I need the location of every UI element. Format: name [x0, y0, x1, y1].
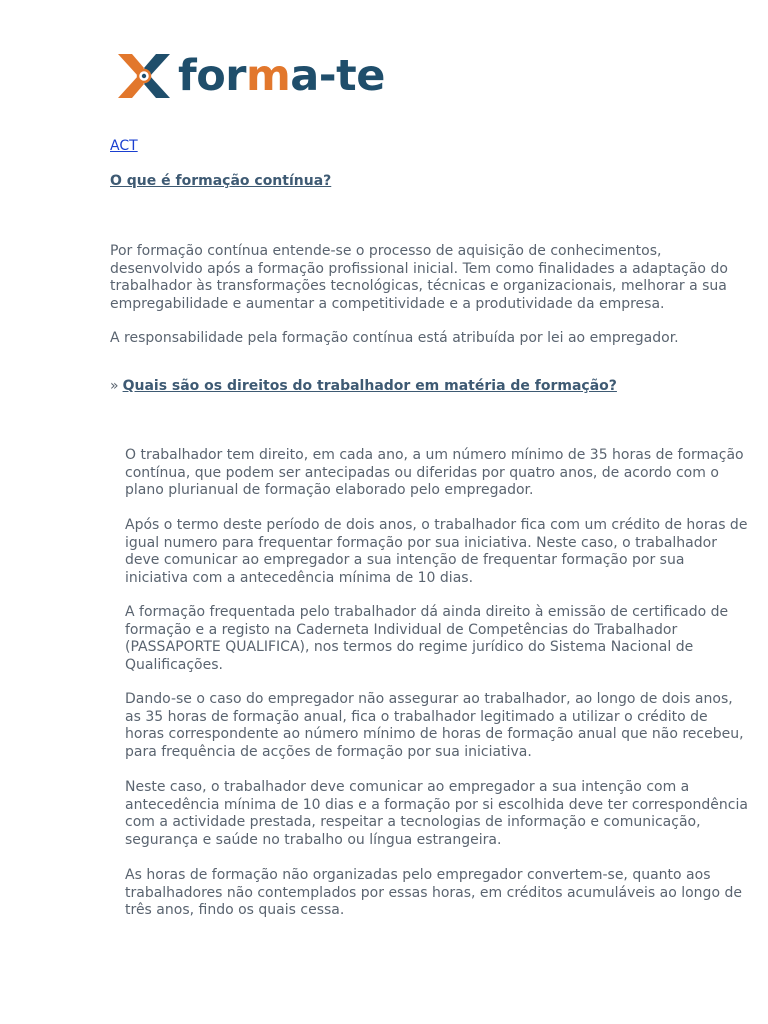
responsibility-paragraph: A responsabilidade pela formação contínua está atribuída por lei ao empregador. — [110, 330, 679, 346]
rights-paragraph: Neste caso, o trabalhador deve comunicar ao empregador a sua intenção com a antecedência mínima de 10 dias e a formação por si escolhida deve ter correspondência com a actividade prestada, respeitar a tecnologias de informação e comunicação, segurança e saúde no trabalho ou língua estrangeira. — [125, 779, 748, 848]
forma-te-logo — [112, 46, 385, 106]
section-heading-rights — [110, 377, 617, 395]
bullet-raquo: » — [110, 378, 119, 394]
rights-paragraph: Dando-se o caso do empregador não assegurar ao trabalhador, ao longo de dois anos, as 35 horas de formação anual, fica o trabalhador legitimado a utilizar o crédito de horas correspondente ao número mínimo de horas de formação anual que não recebeu, para frequência de acções de formação por sua iniciativa. — [125, 691, 744, 760]
act-link[interactable]: ACT — [110, 138, 138, 154]
logo-wordmark: forma-te — [178, 51, 385, 101]
forma-te-cross-icon — [112, 46, 176, 106]
intro-paragraph: Por formação contínua entende-se o processo de aquisição de conhecimentos, desenvolvido após a formação profissional inicial. Tem como finalidades a adaptação do trabalhador às transformações tecnológicas, técnicas e organizacionais, melhorar a sua empregabilidade e aumentar a competitividade e a produtividade da empresa. — [110, 243, 728, 312]
rights-paragraph: As horas de formação não organizadas pelo empregador convertem-se, quanto aos trabalhadores não contemplados por essas horas, em créditos acumuláveis ao longo de três anos, findo os quais cessa. — [125, 867, 742, 918]
rights-paragraph: O trabalhador tem direito, em cada ano, a um número mínimo de 35 horas de formação contínua, que podem ser antecipadas ou diferidas por quatro anos, de acordo com o plano plurianual de formação elaborado pelo empregador. — [125, 447, 744, 498]
rights-heading-text: Quais são os direitos do trabalhador em matéria de formação? — [122, 378, 617, 394]
section-heading-what-is: O que é formação contínua? — [110, 173, 332, 189]
rights-paragraph: Após o termo deste período de dois anos, o trabalhador fica com um crédito de horas de igual numero para frequentar formação por sua iniciativa. Neste caso, o trabalhador deve comunicar ao empregador a sua intenção de frequentar formação por sua iniciativa com a antecedência mínima de 10 dias. — [125, 517, 748, 586]
rights-paragraph: A formação frequentada pelo trabalhador dá ainda direito à emissão de certificado de formação e a registo na Caderneta Individual de Competências do Trabalhador (PASSAPORTE QUALIFICA), nos termos do regime jurídico do Sistema Nacional de Qualificações. — [125, 604, 729, 673]
